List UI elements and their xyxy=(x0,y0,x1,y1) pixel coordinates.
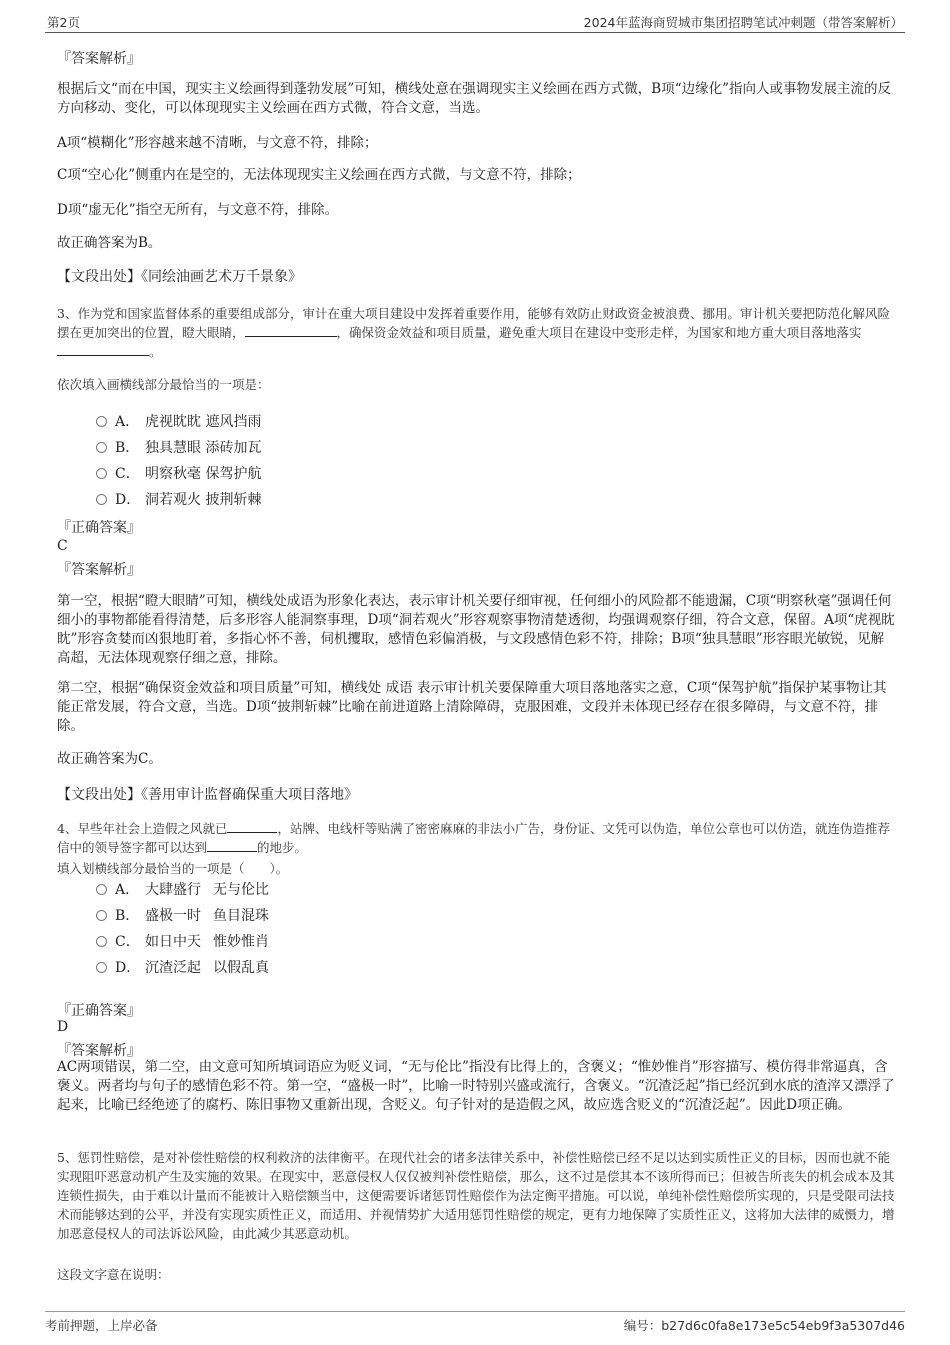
q3-blank-2 xyxy=(57,343,149,356)
radio-icon[interactable] xyxy=(96,468,107,479)
radio-icon[interactable] xyxy=(96,962,107,973)
q2-analysis-para2: A项“模糊化”形容越来越不清晰，与文意不符，排除； xyxy=(57,135,378,151)
q4-correct-label: 『正确答案』 xyxy=(57,1003,141,1019)
q4-option-b[interactable]: B． 盛极一时 鱼目混珠 xyxy=(96,906,269,926)
radio-icon[interactable] xyxy=(96,910,107,921)
q3-stem xyxy=(57,304,897,361)
q3-analysis-para2: 第二空，根据“确保资金效益和项目质量”可知，横线处 成语 表示审计机关要保障重大项目落地落实之意，C项“保驾护航”指保护某事物让其能正常发展，符合文意，当选。D项“披荆斩棘”比喻在前进道路上清除障碍，克服困难，文段并未体现已经存在很多障碍，与文意不符，排除。 xyxy=(57,680,887,734)
page-header xyxy=(45,12,905,33)
q4-blank-2 xyxy=(207,839,257,852)
q4-blank-1 xyxy=(227,820,277,833)
radio-icon[interactable] xyxy=(96,442,107,453)
q2-analysis-para3: C项“空心化”侧重内在是空的，无法体现现实主义绘画在西方式微，与文意不符，排除； xyxy=(57,167,581,183)
q2-analysis-label: 『答案解析』 xyxy=(57,51,141,67)
footer-slogan: 考前押题，上岸必备 xyxy=(45,1318,158,1333)
q4-stem-part1: 4、早些年社会上造假之风就已 xyxy=(57,821,228,836)
q3-stem-part1: 3、作为党和国家监督体系的重要组成部分，审计在重大项目建设中发挥着重要作用，能够有效防止财政资金被浪费、挪用。审计机关要把防范化解风险摆在更加突出的位置，瞪大眼睛， xyxy=(57,306,890,340)
q3-stem-part2: ，确保资金效益和项目质量，避免重大项目在建设中变形走样，为国家和地方重大项目落地落实 xyxy=(336,325,862,340)
document-title: 2024年蓝海商贸城市集团招聘笔试冲刺题（带答案解析） xyxy=(583,15,903,30)
q3-correct-label: 『正确答案』 xyxy=(57,520,141,536)
radio-icon[interactable] xyxy=(96,494,107,505)
q3-option-d[interactable]: D． 洞若观火 披荆斩棘 xyxy=(96,490,261,510)
q4-option-c[interactable]: C． 如日中天 惟妙惟肖 xyxy=(96,932,269,952)
q5-prompt: 这段文字意在说明： xyxy=(57,1267,170,1282)
q3-blank-1 xyxy=(245,324,337,337)
q2-conclusion: 故正确答案为B。 xyxy=(57,235,162,251)
page-footer xyxy=(45,1311,905,1336)
footer-code: 编号：b27d6c0fa8e173e5c54eb9f3a5307d46 xyxy=(623,1318,905,1333)
q3-conclusion: 故正确答案为C。 xyxy=(57,751,162,767)
q4-prompt: 填入划横线部分最恰当的一项是（ ）。 xyxy=(57,861,289,876)
q3-source: 【文段出处】《善用审计监督确保重大项目落地》 xyxy=(57,787,358,803)
q2-source: 【文段出处】《同绘油画艺术万千景象》 xyxy=(57,269,302,285)
q3-option-c[interactable]: C． 明察秋毫 保驾护航 xyxy=(96,464,261,484)
q3-option-b[interactable]: B． 独具慧眼 添砖加瓦 xyxy=(96,438,261,458)
radio-icon[interactable] xyxy=(96,884,107,895)
q2-analysis-para4: D项“虚无化”指空无所有，与文意不符，排除。 xyxy=(57,202,339,218)
q4-correct-answer: D xyxy=(57,1019,69,1035)
q3-correct-answer: C xyxy=(57,538,68,554)
q3-stem-part3: 。 xyxy=(149,344,162,359)
page-number: 第2页 xyxy=(47,15,80,30)
q3-analysis-para1: 第一空，根据“瞪大眼睛”可知，横线处成语为形象化表达，表示审计机关要仔细审视，任何细小的风险都不能遗漏，C项“明察秋毫”强调任何细小的事物都能看得清楚，后多形容人能洞察事理，D项“洞若观火”形容观察事物清楚透彻，均强调观察仔细，符合文意，保留。A项“虎视眈眈”形容贪婪而凶狠地盯着，多指心怀不善，伺机攫取，感情色彩偏消极，与文段感情色彩不符，排除；B项“独具慧眼”形容眼光敏锐，见解高超，无法体现观察仔细之意，排除。 xyxy=(57,593,895,666)
q4-stem-part3: 的地步。 xyxy=(257,840,308,855)
radio-icon[interactable] xyxy=(96,936,107,947)
radio-icon[interactable] xyxy=(96,416,107,427)
q3-analysis-label: 『答案解析』 xyxy=(57,562,141,578)
q4-analysis-para1: AC两项错误，第二空，由文意可知所填词语应为贬义词，“无与伦比”指没有比得上的，含褒义；“惟妙惟肖”形容描写、模仿得非常逼真，含褒义。两者均与句子的感情色彩不符。第一空，“盛极一时”，比喻一时特别兴盛或流行，含褒义。“沉渣泛起”指已经沉到水底的渣滓又漂浮了起来，比喻已经绝迹了的腐朽、陈旧事物又重新出现，含贬义。句子针对的是造假之风，故应选含贬义的“沉渣泛起”。因此D项正确。 xyxy=(57,1059,895,1113)
q4-stem xyxy=(57,819,897,857)
q3-option-a[interactable]: A． 虎视眈眈 遮风挡雨 xyxy=(96,412,261,432)
q4-analysis-label: 『答案解析』 xyxy=(57,1043,141,1059)
q4-stem-part2: ，站牌、电线杆等贴满了密密麻麻的非法小广告，身份证、文凭可以伪造，单位公章也可以仿造，就连伪造推荐信中的领导签字都可以达到 xyxy=(57,821,890,855)
q2-analysis-para1: 根据后文“而在中国，现实主义绘画得到蓬勃发展”可知，横线处意在强调现实主义绘画在西方式微，B项“边缘化”指向人或事物发展主流的反方向移动、变化，可以体现现实主义绘画在西方式微，符合文意，当选。 xyxy=(57,81,892,116)
q4-option-a[interactable]: A． 大肆盛行 无与伦比 xyxy=(96,880,269,900)
q4-option-d[interactable]: D． 沉渣泛起 以假乱真 xyxy=(96,958,269,978)
q5-stem: 5、惩罚性赔偿，是对补偿性赔偿的权利救济的法律衡平。在现代社会的诸多法律关系中，补偿性赔偿已经不足以达到实质性正义的目标，因而也就不能实现阻吓恶意动机产生及实施的效果。在现实中，恶意侵权人仅仅被判补偿性赔偿，那么，这不过是偿其本不该所得而已；但被告所丧失的机会成本及其连锁性损失，由于难以计量而不能被计入赔偿额当中，这便需要诉诸惩罚性赔偿作为法定衡平措施。可以说，单纯补偿性赔偿所实现的，只是受限司法技术而能够达到的公平，并没有实现实质性正义，而适用、并视情势扩大适用惩罚性赔偿的规定，更有力地保障了实质性正义，这将加大法律的威慑力，增加恶意侵权人的司法诉讼风险，由此减少其恶意动机。 xyxy=(57,1150,895,1241)
q3-prompt: 依次填入画横线部分最恰当的一项是： xyxy=(57,377,270,392)
